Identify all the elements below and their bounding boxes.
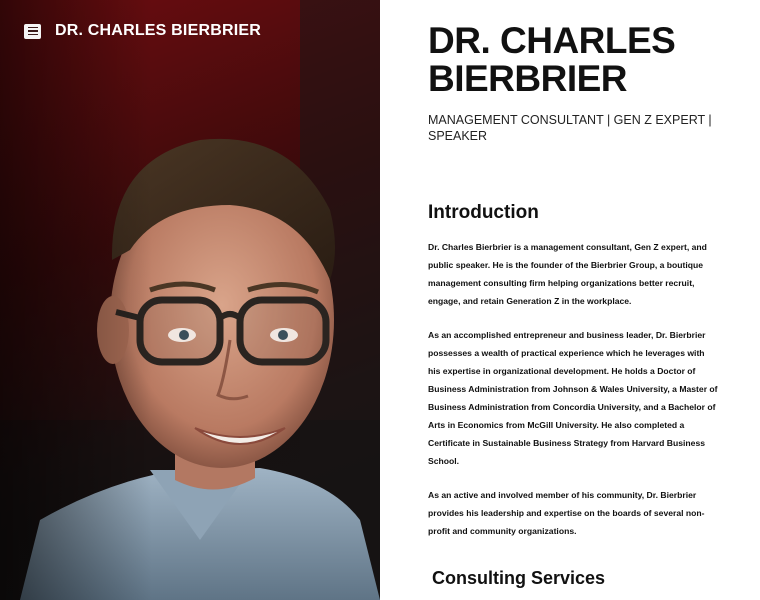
site-header (24, 22, 261, 40)
page-title-line1: DR. CHARLES (428, 20, 676, 61)
intro-paragraph: Dr. Charles Bierbrier is a management consultant, Gen Z expert, and public speaker. He is the founder of the Bierbrier Group, a boutique management consulting firm helping organizations better recruit, engage, and retain Generation Z in the workplace. (428, 242, 707, 306)
site-title-link[interactable]: DR. CHARLES BIERBRIER (55, 22, 261, 39)
main-content (428, 0, 728, 540)
consulting-services-heading: Consulting Services (432, 568, 606, 588)
page-title (428, 22, 728, 98)
hamburger-menu-icon[interactable] (24, 24, 41, 39)
introduction-heading: Introduction (428, 202, 539, 223)
page-title-line2: BIERBRIER (428, 58, 628, 99)
intro-paragraph: As an accomplished entrepreneur and business leader, Dr. Bierbrier possesses a wealth of practical experience which he leverages with his expertise in organizational development. He holds a Doctor of Business Administration from Johnson & Wales University, a Master of Business Administration from Concordia University, and a Bachelor of Arts in Economics from McGill University. He also completed a Certificate in Sustainable Business Strategy from Harvard Business School. (428, 330, 718, 466)
introduction-text (428, 238, 718, 540)
intro-paragraph: As an active and involved member of his community, Dr. Bierbrier provides his leadership and expertise on the boards of several non-profit and community organizations. (428, 490, 705, 536)
tagline: MANAGEMENT CONSULTANT | GEN Z EXPERT | SPEAKER (428, 113, 712, 143)
